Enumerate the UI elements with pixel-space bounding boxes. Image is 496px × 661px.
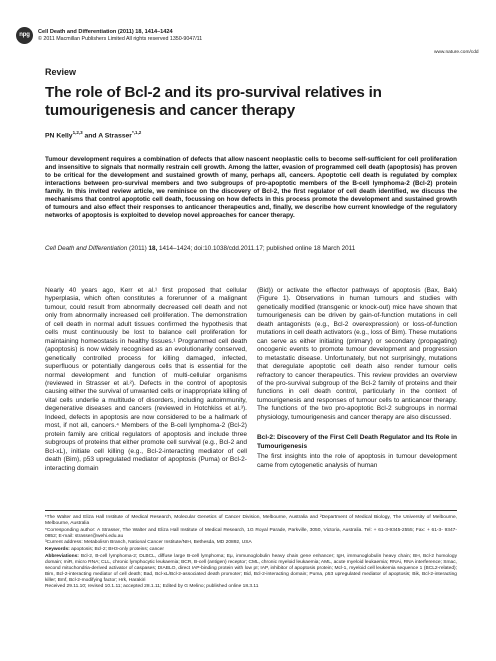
citation-journal: Cell Death and Differentiation bbox=[45, 245, 128, 252]
npg-logo: npg bbox=[16, 27, 33, 44]
body-paragraph: Nearly 40 years ago, Kerr et al.¹ first proposed that cellular hyperplasia, which often constitutes a forerunner of a malignant tumour, could result from abnormally decreased cell death and not only from abnormally increased cell proliferation. The demonstration of cell death in normal adult tissues confirmed the hypothesis that cells must continuously be lost to balance cell proliferation for maintaining homeostasis in healthy tissues.¹ Programmed cell death (apoptosis) is now widely recognised as an evolutionarily conserved, genetically controlled process for killing damaged, infected, superfluous or potentially dangerous cells that is essential for the normal development and function of multi-cellular organisms (reviewed in Strasser et al.²). Defects in the control of apoptosis causing either the survival of unwanted cells or inappropriate killing of vital cells underlie a multitude of disorders, including autoimmunity, degenerative diseases and cancers (reviewed in Hotchkiss et al.³). Indeed, defects in apoptosis are now considered to be a hallmark of most, if not all, cancers.⁴ Members of the B-cell lymphoma-2 (Bcl-2) protein family are critical regulators of apoptosis and include three subgroups of proteins that either promote cell survival (e.g., Bcl-2 and Bcl-xL), initiate cell killing (e.g., Bcl-2-interacting mediator of cell death (Bim), p53 upregulated mediator of apoptosis (Puma) or Bcl-2-interacting domain bbox=[45, 287, 247, 472]
abstract: Tumour development requires a combination of defects that allow nascent neoplastic cells to become self-sufficient for cell proliferation and insensitive to signals that normally restrain cell growth. Among the latter, evasion of programmed cell death (apoptosis) has proven to be critical for the development and sustained growth of many, perhaps all, cancers. Apoptotic cell death is regulated by complex interactions between pro-survival members and two subgroups of pro-apoptotic members of the B-cell lymphoma-2 (Bcl-2) protein family. In this invited review article, we reminisce on the discovery of Bcl-2, the first regulator of cell death identified, we discuss the mechanisms that control apoptotic cell death, focussing on how defects in this process promote the development and sustained growth of tumours and also effect their responses to anticancer therapeutics and, finally, we describe how current knowledge of the regulatory networks of apoptosis is exploited to develop novel approaches for cancer therapy. bbox=[45, 156, 457, 219]
citation-doi[interactable]: 1414–1424; doi:10.1038/cdd.2011.17; published online 18 March 2011 bbox=[157, 245, 356, 252]
body-paragraph: (Bid)) or activate the effector pathways of apoptosis (Bax, Bak) (Figure 1). Observations in human tumours and studies with genetically modified (transgenic or knock-out) mice have shown that tumourigenesis can be driven by gain-of-function mutations in cell death antagonists (e.g., Bcl-2 overexpression) or loss-of-function mutations in cell death activators (e.g., loss of Bim). These mutations can serve as either initiating (primary) or secondary (propagating) oncogenic events to promote tumour development and progression to metastatic disease. Unfortunately, but not surprisingly, mutations that deregulate apoptotic cell death also render tumour cells refractory to cancer therapeutics. This review provides an overview of the pro-survival subgroup of the Bcl-2 family of proteins and their functions in cell death control, particularly in the context of tumourigenesis and responses of tumour cells to anticancer therapy. The functions of the two pro-apoptotic Bcl-2 subgroups in normal physiology, tumourigenesis and cancer therapy are also discussed. bbox=[257, 287, 457, 421]
keywords bbox=[45, 547, 457, 553]
affiliation-superscript: *,1,2 bbox=[131, 130, 142, 135]
abbreviations-label: Abbreviations: bbox=[45, 553, 79, 559]
author-name[interactable]: PN Kelly bbox=[45, 132, 73, 140]
body-column-right bbox=[257, 287, 457, 470]
journal-website-link[interactable]: www.nature.com/cdd bbox=[434, 50, 479, 55]
citation-line bbox=[45, 245, 457, 253]
citation-year: (2011) bbox=[127, 245, 149, 252]
footnote-divider bbox=[45, 510, 457, 511]
corresponding-author: *Corresponding author: A Strasser, The Walter and Eliza Hall Institute of Medical Research, 1G Royal Parade, Parkville, 3050, Victoria, Australia. Tel: + 61-3-9345-2555; Fax: + 61-3- 9347-0852; E-mail: strasser@wehi.edu.au bbox=[45, 527, 457, 539]
journal-line: Cell Death and Differentiation (2011) 18, 1414–1424 bbox=[38, 29, 173, 35]
citation-volume: 18, bbox=[148, 245, 158, 252]
abbreviations-text: Bcl-2, B-cell lymphoma-2; DLBCL, diffuse large B-cell lymphoma; Eμ, immunoglobulin heavy chain gene enhancer; IgH, immunoglobulin heavy chain; BH, Bcl-2 homology domain; miR, micro RNA; CLL, chronic lymphocytic leukaemia; BCR, B-cell (antigen) receptor; CML, chronic myeloid leukaemia; AML, acute myeloid leukaemia; RNAi, RNA interference; Smac, second mitochondria-derived activator of caspases; DIABLO, direct IAP-binding protein with low pI; IAP, inhibitor of apoptosis protein; Mcl-1, myeloid cell leukemia sequence 1 (BCL2-related); Bim, Bcl-2-interacting mediator of cell death; Bad, Bcl-xL/Bcl-2-associated death promoter; Bid, Bcl-2-interacting domain; Puma, p53 upregulated mediator of apoptosis; Bik, Bcl-2-interacting killer; Bmf, Bcl-2-modifying factor; Hrk, Harakiri bbox=[45, 553, 457, 583]
author-line bbox=[45, 130, 141, 139]
abbreviations bbox=[45, 554, 457, 584]
section-label: Review bbox=[45, 67, 77, 77]
current-address: ³Current address: Metabolism Branch, National Cancer Institute/NIH, Bethesda, MD 20892, USA bbox=[45, 540, 252, 546]
affiliations: ¹The Walter and Eliza Hall Institute of Medical Research, Molecular Genetics of Cancer Division, Melbourne, Australia and ²Department of Medical Biology, The University of Melbourne, Melbourne, Australia bbox=[45, 515, 457, 527]
received-dates: Received 29.11.10; revised 10.1.11; accepted 28.1.11; Edited by G Melino; published online 18.3.11 bbox=[45, 584, 259, 590]
keywords-label: Keywords: bbox=[45, 547, 70, 553]
section-heading: Bcl-2: Discovery of the First Cell Death Regulator and Its Role in Tumourigenesis bbox=[257, 434, 457, 450]
keywords-text: apoptosis; Bcl-2; BH3-only proteins; cancer bbox=[69, 547, 164, 553]
paper-title: The role of Bcl-2 and its pro-survival relatives in tumourigenesis and cancer therapy bbox=[45, 84, 382, 119]
body-column-left bbox=[45, 287, 247, 473]
body-paragraph: The first insights into the role of apoptosis in tumour development came from cytogenetic analysis of human bbox=[257, 453, 457, 469]
footnotes bbox=[45, 515, 457, 591]
author-name[interactable]: and A Strasser bbox=[82, 132, 132, 140]
copyright-line: © 2011 Macmillan Publishers Limited All rights reserved 1350-9047/11 bbox=[38, 36, 203, 42]
affiliation-superscript: 1,2,3 bbox=[72, 130, 83, 135]
